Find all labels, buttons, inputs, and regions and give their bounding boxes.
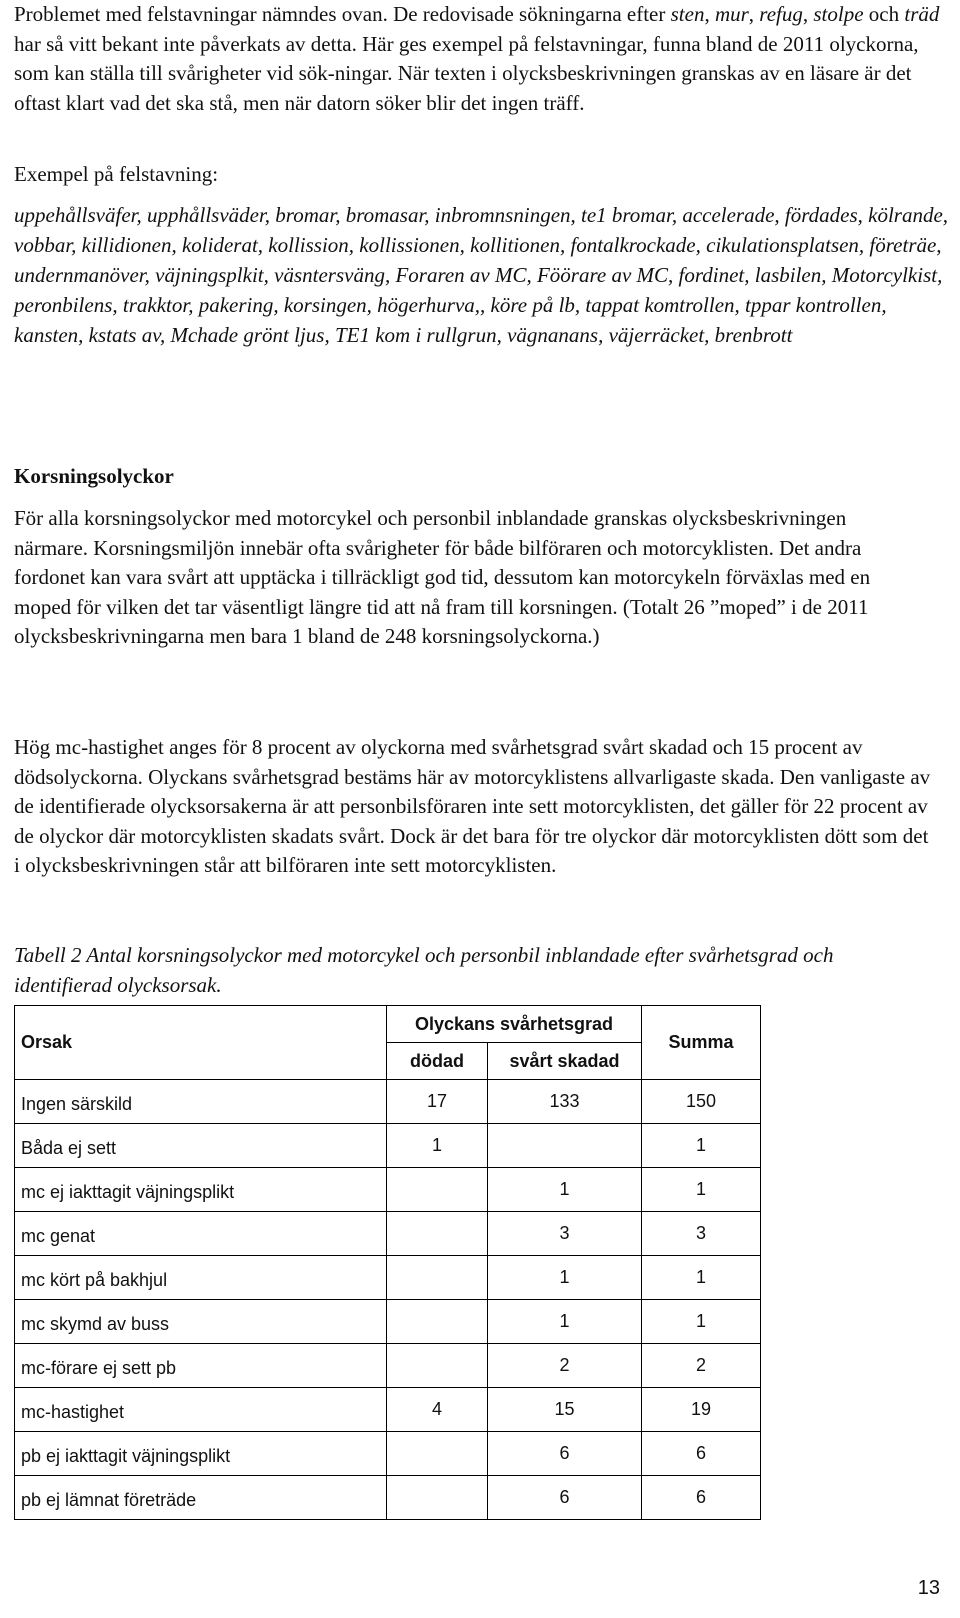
header-severity: Olyckans svårhetsgrad bbox=[387, 1006, 642, 1043]
dead-cell bbox=[387, 1344, 488, 1388]
injured-cell: 133 bbox=[488, 1080, 642, 1124]
sum-cell: 150 bbox=[642, 1080, 761, 1124]
sum-cell: 1 bbox=[642, 1256, 761, 1300]
injured-cell: 6 bbox=[488, 1476, 642, 1520]
intro-paragraph: Problemet med felstavningar nämndes ovan. De redovisade sökningarna efter sten, mur, refug, stolpe och träd har så vitt bekant inte påverkats av detta. Här ges exempel på felstavningar, funna bland de 2011 olyckorna, som kan ställa till svårigheter vid sök-ningar. När texten i olycksbeskrivningen granskas av en läsare är det oftast klart vad det ska stå, men när datorn söker blir det ingen träff. bbox=[14, 2, 940, 115]
header-injured: svårt skadad bbox=[488, 1043, 642, 1080]
cause-cell: Ingen särskild bbox=[15, 1080, 387, 1124]
dead-cell bbox=[387, 1168, 488, 1212]
injured-cell: 2 bbox=[488, 1344, 642, 1388]
sum-cell: 1 bbox=[642, 1300, 761, 1344]
cause-cell: mc ej iakttagit väjningsplikt bbox=[15, 1168, 387, 1212]
intersection-paragraph: För alla korsningsolyckor med motorcykel och personbil inblandade granskas olycksbeskrivningen närmare. Korsningsmiljön innebär ofta svårigheter för både bilföraren och motorcyklisten. Det andra fordonet kan vara svårt att upptäcka i tillräckligt god tid, dessutom kan motorcykeln förväxlas med en moped för vilken det tar väsentligt längre tid att nå fram till korsningen. (Totalt 26 ”moped” i de 2011 olycksbeskrivningarna men bara 1 bland de 248 korsningsolyckorna.) bbox=[14, 506, 871, 648]
speed-paragraph: Hög mc-hastighet anges för 8 procent av olyckorna med svårhetsgrad svårt skadad och 15 procent av dödsolyckorna. Olyckans svårhetsgrad bestäms här av motorcyklistens allvarligaste skada. Den vanligaste av de identifierade olycksorsakerna är att personbilsföraren inte sett motorcyklisten, det gäller för 22 procent av de olyckor där motorcyklisten skadats svårt. Dock är det bara för tre olyckor där motorcyklisten dött som det i olycksbeskrivningen står att bilföraren inte sett motorcyklisten. bbox=[14, 735, 931, 877]
table-row bbox=[15, 1388, 761, 1432]
table-row bbox=[15, 1344, 761, 1388]
dead-cell bbox=[387, 1256, 488, 1300]
table-row bbox=[15, 1212, 761, 1256]
sum-cell: 2 bbox=[642, 1344, 761, 1388]
header-sum: Summa bbox=[642, 1006, 761, 1080]
cause-cell: pb ej iakttagit väjningsplikt bbox=[15, 1432, 387, 1476]
sum-cell: 1 bbox=[642, 1168, 761, 1212]
cause-cell: pb ej lämnat företräde bbox=[15, 1476, 387, 1520]
cause-cell: Båda ej sett bbox=[15, 1124, 387, 1168]
header-cause: Orsak bbox=[15, 1006, 387, 1080]
table-row bbox=[15, 1080, 761, 1124]
cause-cell: mc genat bbox=[15, 1212, 387, 1256]
cause-cell: mc kört på bakhjul bbox=[15, 1256, 387, 1300]
dead-cell: 17 bbox=[387, 1080, 488, 1124]
injured-cell: 1 bbox=[488, 1256, 642, 1300]
dead-cell bbox=[387, 1432, 488, 1476]
table-row bbox=[15, 1124, 761, 1168]
accident-table bbox=[14, 1005, 761, 1520]
injured-cell: 6 bbox=[488, 1432, 642, 1476]
injured-cell: 3 bbox=[488, 1212, 642, 1256]
dead-cell: 1 bbox=[387, 1124, 488, 1168]
sum-cell: 6 bbox=[642, 1476, 761, 1520]
injured-cell: 1 bbox=[488, 1168, 642, 1212]
dead-cell: 4 bbox=[387, 1388, 488, 1432]
cause-cell: mc-förare ej sett pb bbox=[15, 1344, 387, 1388]
misspelling-list: uppehållsväfer, upphållsväder, bromar, bromasar, inbromnsningen, te1 bromar, accelerade, fördades, kölrande, vobbar, killidionen, koliderat, kollission, kollissionen, kollitionen, fontalkrockade, cikulationsplatsen, företräe, undernmanöver, väjningsplkit, väsntersväng, Foraren av MC, Föörare av MC, fordinet, lasbilen, Motorcylkist, peronbilens, trakktor, pakering, korsingen, högerhurva,, köre på lb, tappat komtrollen, tppar kontrollen, kansten, kstats av, Mchade grönt ljus, TE1 kom i rullgrun, vägnanans, väjerräcket, brenbrott bbox=[14, 203, 949, 347]
table-row bbox=[15, 1168, 761, 1212]
cause-cell: mc-hastighet bbox=[15, 1388, 387, 1432]
sum-cell: 6 bbox=[642, 1432, 761, 1476]
page-number: 13 bbox=[917, 1577, 940, 1599]
misspelling-intro: Exempel på felstavning: bbox=[14, 162, 219, 186]
section-heading: Korsningsolyckor bbox=[14, 464, 174, 488]
sum-cell: 3 bbox=[642, 1212, 761, 1256]
injured-cell bbox=[488, 1124, 642, 1168]
header-dead: dödad bbox=[387, 1043, 488, 1080]
cause-cell: mc skymd av buss bbox=[15, 1300, 387, 1344]
dead-cell bbox=[387, 1212, 488, 1256]
table-row bbox=[15, 1432, 761, 1476]
injured-cell: 15 bbox=[488, 1388, 642, 1432]
injured-cell: 1 bbox=[488, 1300, 642, 1344]
sum-cell: 19 bbox=[642, 1388, 761, 1432]
table-row bbox=[15, 1476, 761, 1520]
table-row bbox=[15, 1256, 761, 1300]
dead-cell bbox=[387, 1300, 488, 1344]
table-caption: Tabell 2 Antal korsningsolyckor med motorcykel och personbil inblandade efter svårhetsgrad och identifierad olycksorsak. bbox=[14, 943, 834, 997]
table-body bbox=[15, 1080, 761, 1520]
sum-cell: 1 bbox=[642, 1124, 761, 1168]
dead-cell bbox=[387, 1476, 488, 1520]
table-row bbox=[15, 1300, 761, 1344]
